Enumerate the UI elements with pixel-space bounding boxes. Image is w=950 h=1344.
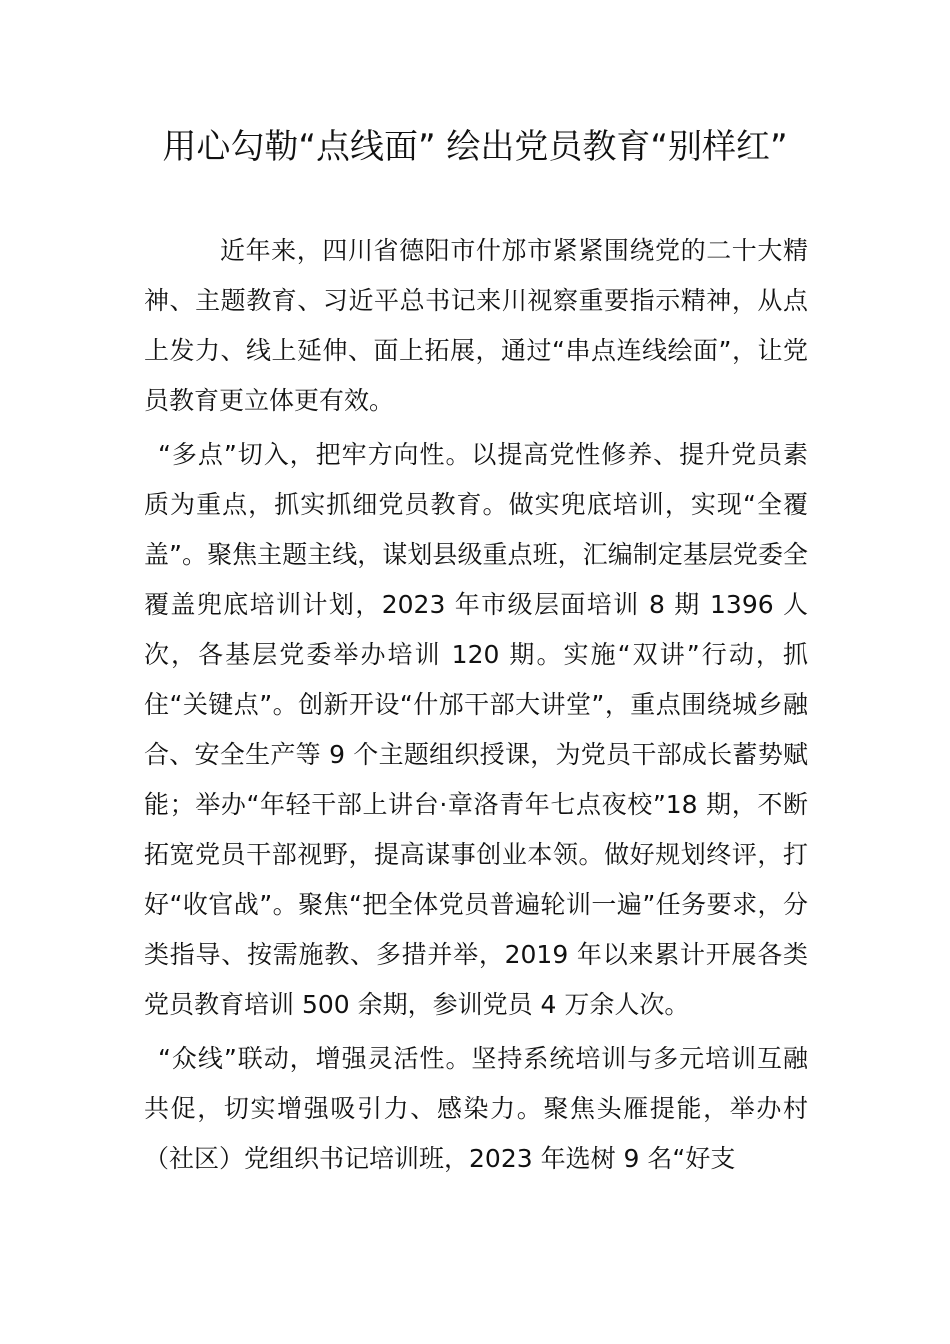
paragraph-multi-line: “众线”联动，增强灵活性。坚持系统培训与多元培训互融共促，切实增强吸引力、感染力。聚焦头雁提能，举办村（社区）党组织书记培训班，2023 年选树 9 名“好支 [144,1044,808,1173]
document-body [144,226,808,1184]
paragraph-intro: 近年来，四川省德阳市什邡市紧紧围绕党的二十大精神、主题教育、习近平总书记来川视察重要指示精神，从点上发力、线上延伸、面上拓展，通过“串点连线绘面”，让党员教育更立体更有效。 [144,236,808,415]
document-title: 用心勾勒“点线面” 绘出党员教育“别样红” [162,127,788,167]
paragraph-multi-point: “多点”切入，把牢方向性。以提高党性修养、提升党员素质为重点，抓实抓细党员教育。做实兜底培训，实现“全覆盖”。聚焦主题主线，谋划县级重点班，汇编制定基层党委全覆盖兜底培训计划，2023 年市级层面培训 8 期 1396 人次，各基层党委举办培训 120 期。实施“双讲”行动，抓住“关键点”。创新开设“什邡干部大讲堂”，重点围绕城乡融合、安全生产等 9 个主题组织授课，为党员干部成长蓄势赋能；举办“年轻干部上讲台·章洛青年七点夜校”18 期，不断拓宽党员干部视野，提高谋事创业本领。做好规划终评，打好“收官战”。聚焦“把全体党员普遍轮训一遍”任务要求，分类指导、按需施教、多措并举，2019 年以来累计开展各类党员教育培训 500 余期，参训党员 4 万余人次。 [144,440,808,1019]
